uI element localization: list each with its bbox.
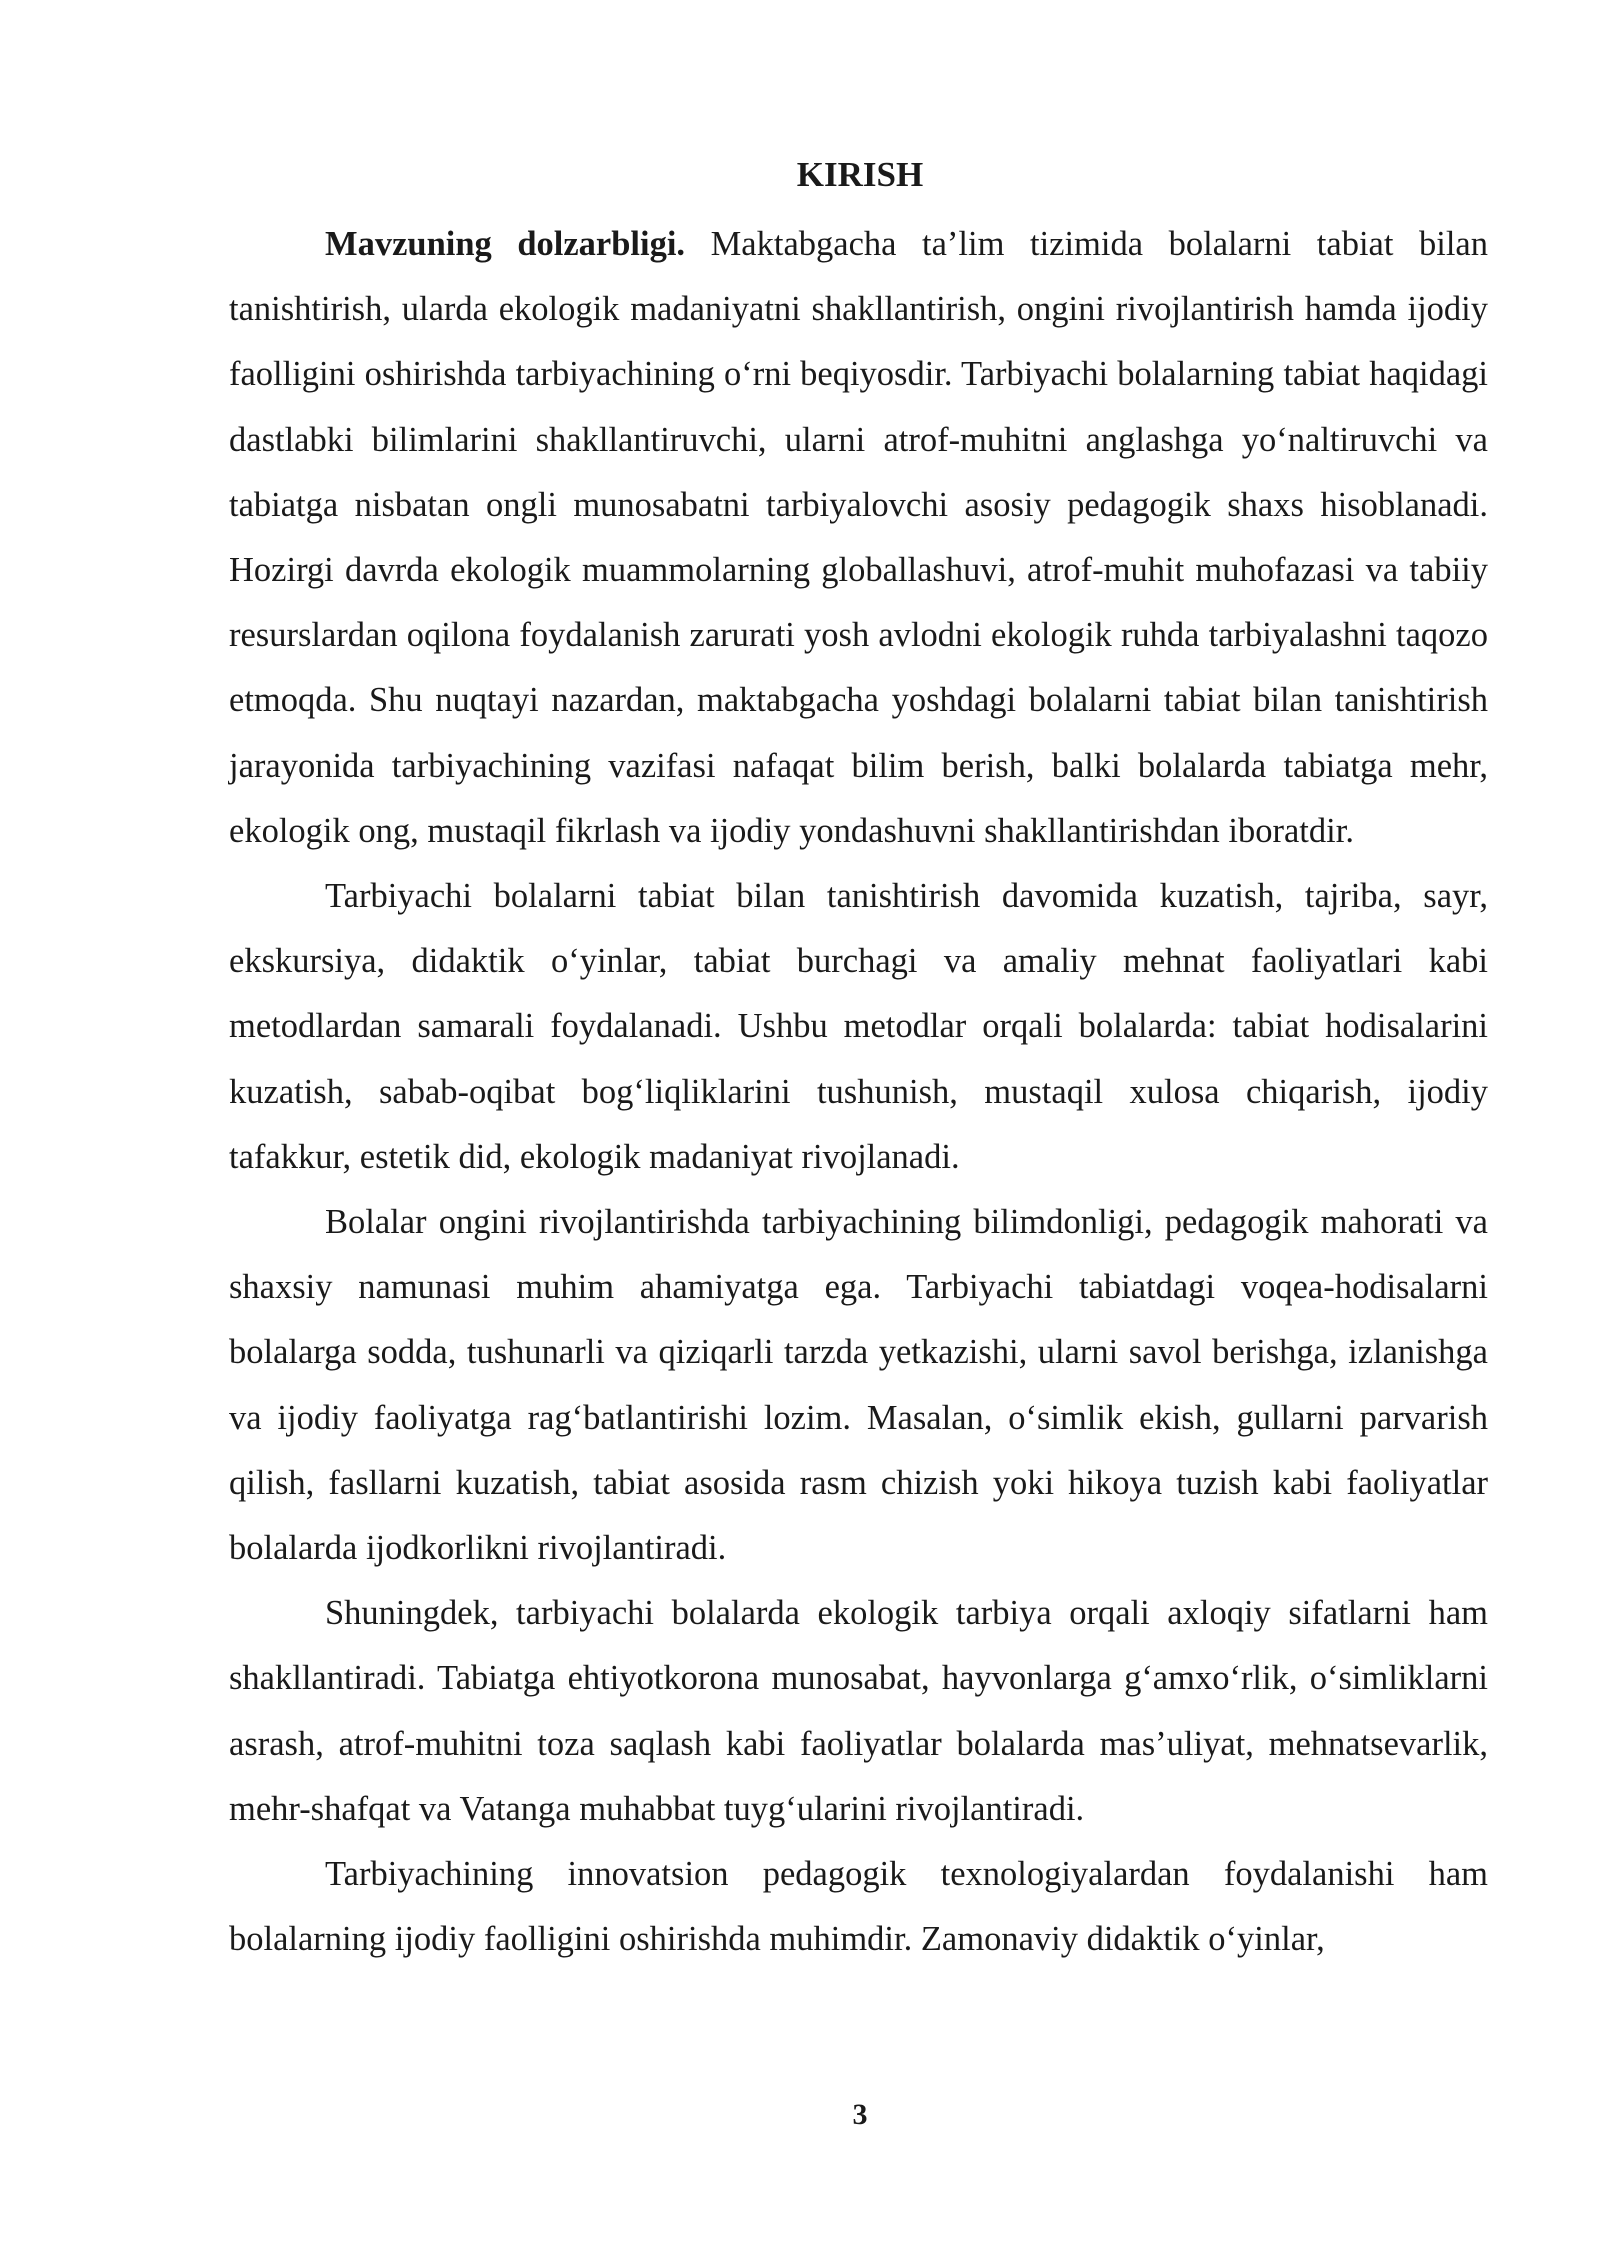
- paragraph-text: Tarbiyachining innovatsion pedagogik texnologiyalardan foydalanishi ham bolalarning ijodiy faolligini oshirishda muhimdir. Zamonaviy didaktik o‘yinlar,: [229, 1855, 1488, 1959]
- paragraph-text: Tarbiyachi bolalarni tabiat bilan tanishtirish davomida kuzatish, tajriba, sayr, ekskursiya, didaktik o‘yinlar, tabiat burchagi va amaliy mehnat faoliyatlari kabi metodlardan samarali foydalanadi. Ushbu metodlar orqali bolalarda: tabiat hodisalarini kuzatish, sabab-oqibat bog‘liqliklarini tushunish, mustaqil xulosa chiqarish, ijodiy tafakkur, estetik did, ekologik madaniyat rivojlanadi.: [229, 877, 1488, 1176]
- paragraph: [229, 1842, 1488, 1972]
- paragraph: [229, 1190, 1488, 1581]
- body-text: [229, 212, 1488, 1972]
- paragraph-text: Bolalar ongini rivojlantirishda tarbiyachining bilimdonligi, pedagogik mahorati va shaxsiy namunasi muhim ahamiyatga ega. Tarbiyachi tabiatdagi voqea-hodisalarni bolalarga sodda, tushunarli va qiziqarli tarzda yetkazishi, ularni savol berishga, izlanishga va ijodiy faoliyatga rag‘batlantirishi lozim. Masalan, o‘simlik ekish, gullarni parvarish qilish, fasllarni kuzatish, tabiat asosida rasm chizish yoki hikoya tuzish kabi faoliyatlar bolalarda ijodkorlikni rivojlantiradi.: [229, 1203, 1488, 1568]
- paragraph-text: Maktabgacha ta’lim tizimida bolalarni tabiat bilan tanishtirish, ularda ekologik madaniyatni shakllantirish, ongini rivojlantirish hamda ijodiy faolligini oshirishda tarbiyachining o‘rni beqiyosdir. Tarbiyachi bolalarning tabiat haqidagi dastlabki bilimlarini shakllantiruvchi, ularni atrof-muhitni anglashga yo‘naltiruvchi va tabiatga nisbatan ongli munosabatni tarbiyalovchi asosiy pedagogik shaxs hisoblanadi. Hozirgi davrda ekologik muammolarning globallashuvi, atrof-muhit muhofazasi va tabiiy resurslardan oqilona foydalanish zarurati yosh avlodni ekologik ruhda tarbiyalashni taqozo etmoqda. Shu nuqtayi nazardan, maktabgacha yoshdagi bolalarni tabiat bilan tanishtirish jarayonida tarbiyachining vazifasi nafaqat bilim berish, balki bolalarda tabiatga mehr, ekologik ong, mustaqil fikrlash va ijodiy yondashuvni shakllantirishdan iboratdir.: [229, 225, 1488, 850]
- paragraph: [229, 864, 1488, 1190]
- paragraph: [229, 1581, 1488, 1842]
- page-number: 3: [852, 2098, 868, 2131]
- paragraph-lead: Mavzuning dolzarbligi.: [325, 225, 686, 263]
- paragraph-text: Shuningdek, tarbiyachi bolalarda ekologik tarbiya orqali axloqiy sifatlarni ham shakllantiradi. Tabiatga ehtiyotkorona munosabat, hayvonlarga g‘amxo‘rlik, o‘simliklarni asrash, atrof-muhitni toza saqlash kabi faoliyatlar bolalarda mas’uliyat, mehnatsevarlik, mehr-shafqat va Vatanga muhabbat tuyg‘ularini rivojlantiradi.: [229, 1594, 1488, 1828]
- paragraph: [229, 212, 1488, 864]
- section-title: KIRISH: [796, 155, 924, 194]
